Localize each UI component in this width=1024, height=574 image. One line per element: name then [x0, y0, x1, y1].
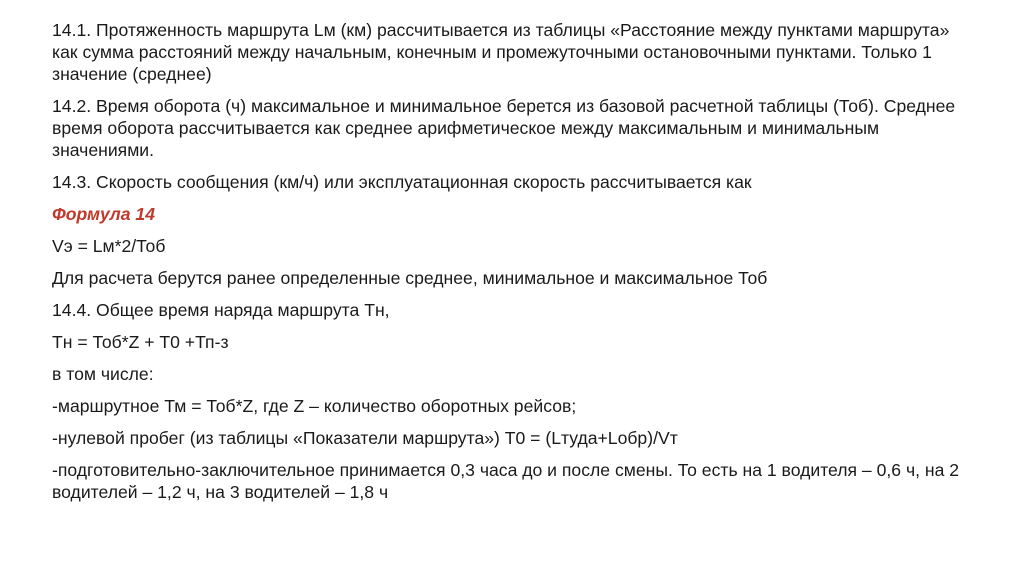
formula-title: Формула 14 — [52, 204, 155, 224]
paragraph-14-4: 14.4. Общее время наряда маршрута Тн, — [52, 300, 390, 320]
paragraph-route-time: -маршрутное Тм = Тоб*Z, где Z – количество оборотных рейсов; — [52, 396, 577, 416]
paragraph-14-2: 14.2. Время оборота (ч) максимальное и минимальное берется из базовой расчетной таблицы (Тоб). Среднее время оборота рассчитывается как среднее арифметическое между максимальным и минимальным значениями. — [52, 96, 956, 160]
formula-14: Vэ = Lм*2/Тоб — [52, 236, 166, 256]
paragraph-prep-final: -подготовительно-заключительное принимается 0,3 часа до и после смены. То есть на 1 водителя – 0,6 ч, на 2 водителей – 1,2 ч, на 3 водителей – 1,8 ч — [52, 460, 960, 502]
paragraph-14-1: 14.1. Протяженность маршрута Lм (км) рассчитывается из таблицы «Расстояние между пунктами маршрута» как сумма расстояний между начальным, конечным и промежуточными остановочными пунктами. Только 1 значение (среднее) — [52, 20, 950, 84]
formula-tn: Тн = Тоб*Z + Т0 +Тп-з — [52, 332, 229, 352]
paragraph-calc-note: Для расчета берутся ранее определенные среднее, минимальное и максимальное Тоб — [52, 268, 768, 288]
paragraph-zero-run: -нулевой пробег (из таблицы «Показатели маршрута») Т0 = (Lтуда+Lобр)/Vт — [52, 428, 678, 448]
slide-content — [52, 19, 972, 513]
paragraph-14-3: 14.3. Скорость сообщения (км/ч) или эксплуатационная скорость рассчитывается как — [52, 172, 752, 192]
paragraph-including: в том числе: — [52, 364, 154, 384]
